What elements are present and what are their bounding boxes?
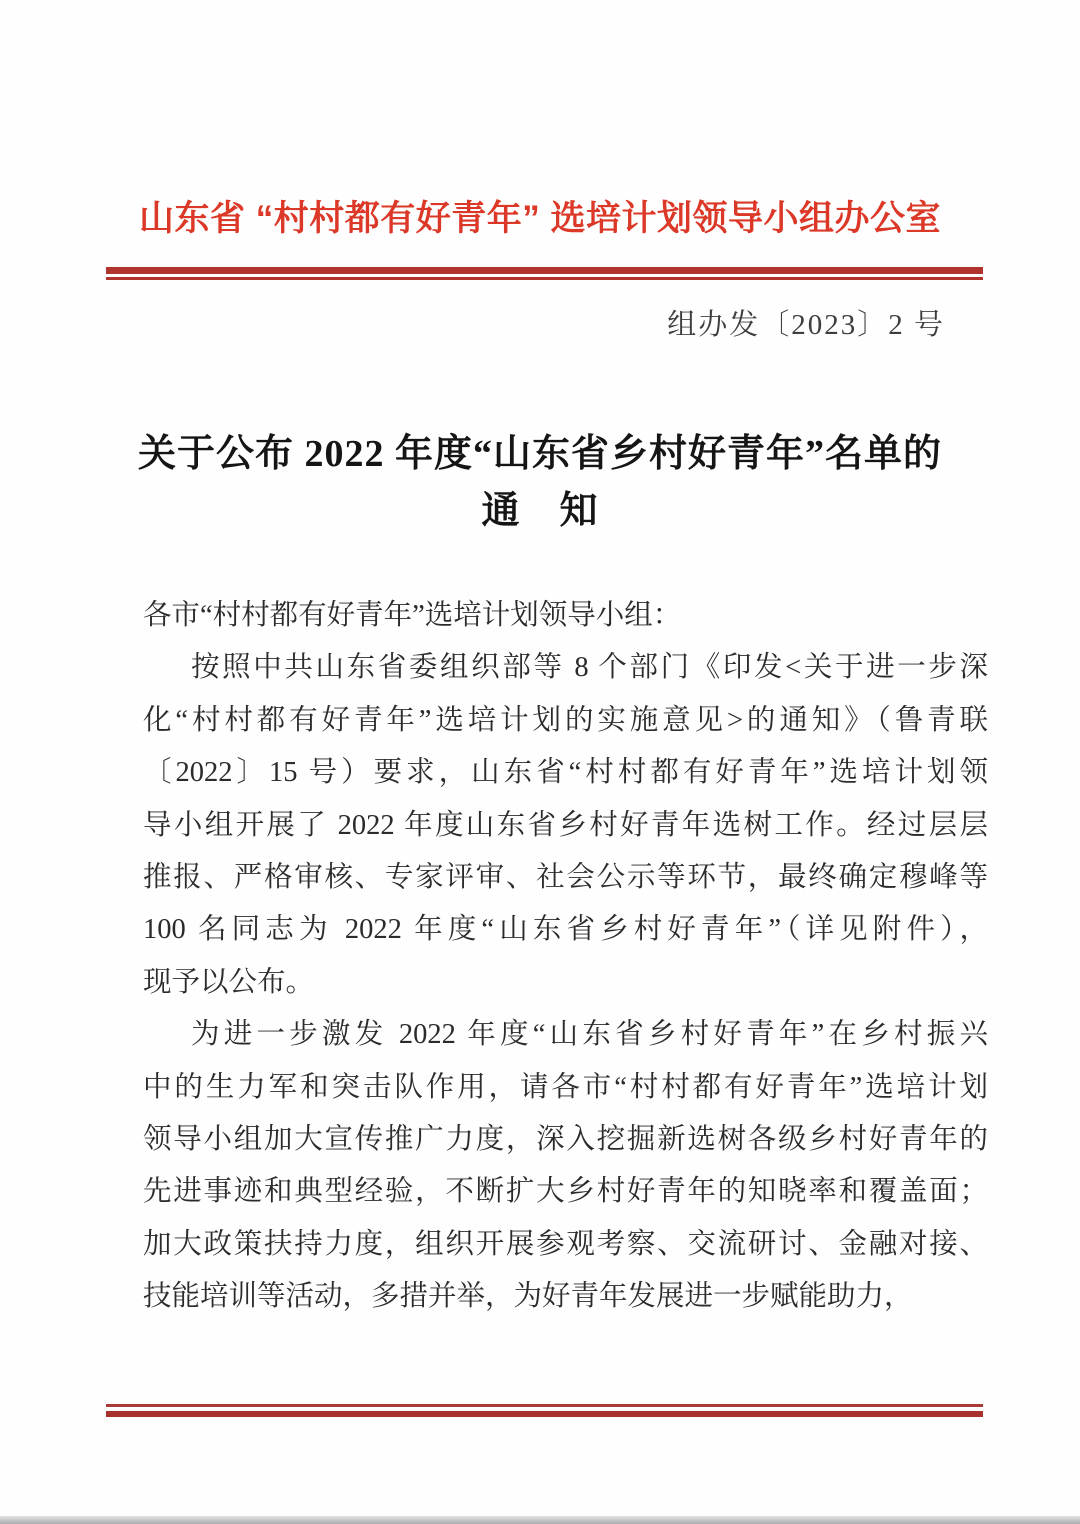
red-rule-thick [106,267,983,274]
doc-title-line2: 通 知 [481,490,599,532]
body-text [143,590,988,1324]
body-line: 导小组开展了 2022 年度山东省乡村好青年选树工作。经过层层 [143,809,988,841]
red-rule-thick [106,1411,983,1417]
body-line: 加大政策扶持力度，组织开展参观考察、交流研讨、金融对接、 [143,1228,988,1260]
doc-number: 组办发〔2023〕2 号 [667,309,945,341]
footer-separator [106,1404,983,1417]
page-bottom-edge [0,1516,1080,1524]
header-separator [106,267,983,280]
body-line: 为进一步激发 2022 年度“山东省乡村好青年”在乡村振兴 [191,1019,988,1051]
body-line: 各市“村村都有好青年”选培计划领导小组： [143,600,682,631]
body-line: 先进事迹和典型经验，不断扩大乡村好青年的知晓率和覆盖面； [143,1176,988,1208]
red-rule-thin [106,1404,983,1407]
body-line: 领导小组加大宣传推广力度，深入挖掘新选树各级乡村好青年的 [143,1124,988,1156]
doc-title [0,426,1080,540]
body-line: 技能培训等活动，多措并举，为好青年发展进一步赋能助力， [143,1281,913,1313]
doc-title-line1: 关于公布 2022 年度“山东省乡村好青年”名单的 [137,433,942,475]
body-line: 化“村村都有好青年”选培计划的实施意见>的通知》（鲁青联 [143,704,988,736]
body-line: 现予以公布。 [143,966,315,998]
body-line: 推报、严格审核、专家评审、社会公示等环节，最终确定穆峰等 [143,862,988,894]
body-line: 100 名同志为 2022 年度“山东省乡村好青年”（详见附件）， [143,914,988,946]
red-rule-thin [106,277,983,280]
issuing-org-title: 山东省 “村村都有好青年” 选培计划领导小组办公室 [139,199,941,238]
body-line: 〔2022〕15 号）要求，山东省“村村都有好青年”选培计划领 [143,757,988,789]
body-line: 中的生力军和突击队作用，请各市“村村都有好青年”选培计划 [143,1071,988,1103]
body-line: 按照中共山东省委组织部等 8 个部门《印发<关于进一步深 [191,652,988,684]
